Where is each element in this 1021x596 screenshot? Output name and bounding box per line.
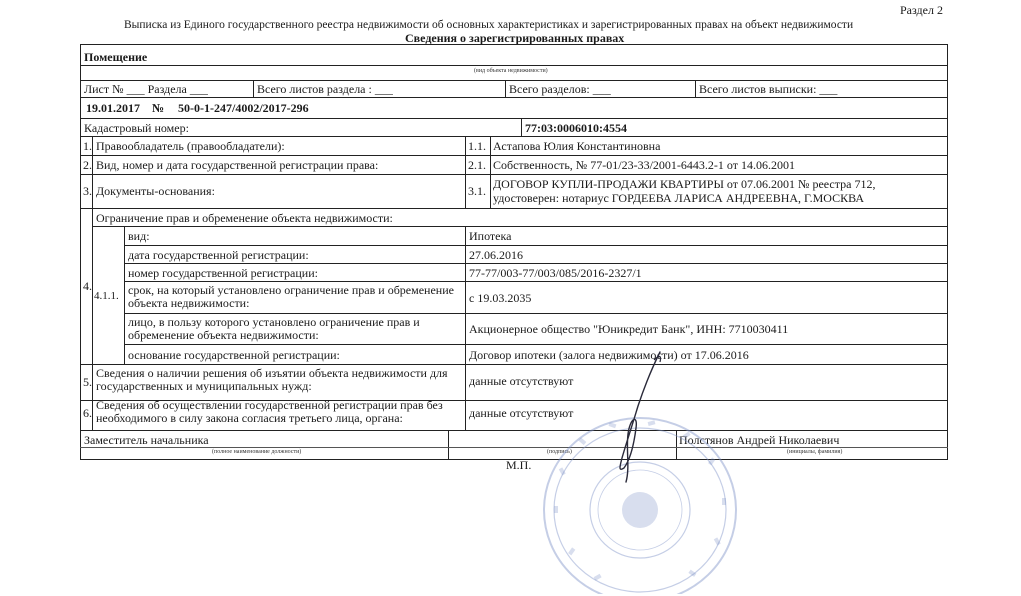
row3-sub: 3.1. (468, 184, 486, 198)
document-title: Выписка из Единого государственного реестра недвижимости об основных характеристиках и зарегистрированных правах на объект недвижимости (124, 19, 854, 31)
row1-sub: 1.1. (468, 139, 486, 153)
row5-value: данные отсутствуют (469, 374, 574, 388)
row1-num: 1. (83, 139, 92, 153)
encumbrance-term-label: срок, на который установлено ограничение прав и обременение объекта недвижимости: (128, 283, 454, 310)
name-caption: (инициалы, фамилия) (787, 449, 843, 455)
row5-num: 5. (83, 375, 92, 389)
row2-num: 2. (83, 158, 92, 172)
encumbrance-date-label: дата государственной регистрации: (128, 248, 309, 262)
sheet-number: Лист № ___ Раздела ___ (84, 82, 208, 96)
object-type: Помещение (84, 50, 148, 64)
total-sheets-section: Всего листов раздела : ___ (257, 82, 393, 96)
cadastral-label: Кадастровый номер: (84, 121, 189, 135)
record-date: 19.01.2017 (86, 101, 140, 115)
signatory-position: Заместитель начальника (84, 433, 209, 447)
encumbrance-beneficiary-label: лицо, в пользу которого установлено ограничение прав и обременение объекта недвижимости: (128, 315, 420, 342)
record-number-label: № (152, 101, 165, 115)
signatory-name: Полстянов Андрей Николаевич (679, 433, 840, 447)
signature-caption: (подпись) (547, 449, 572, 455)
total-sheets-extract: Всего листов выписки: ___ (699, 82, 838, 96)
row2-sub: 2.1. (468, 158, 486, 172)
row3-num: 3. (83, 184, 92, 198)
row1-label: Правообладатель (правообладатели): (96, 139, 285, 153)
row4-num: 4. (83, 279, 92, 293)
encumbrance-term-value: с 19.03.2035 (469, 291, 532, 305)
document-subtitle: Сведения о зарегистрированных правах (405, 31, 625, 45)
encumbrance-number-value: 77-77/003-77/003/085/2016-2327/1 (469, 266, 642, 280)
encumbrance-type-value: Ипотека (469, 229, 512, 243)
row2-label: Вид, номер и дата государственной регистрации права: (96, 158, 379, 172)
encumbrance-basis-label: основание государственной регистрации: (128, 348, 340, 362)
row3-value-line2: удостоверен: нотариус ГОРДЕЕВА ЛАРИСА АНДРЕЕВНА, Г.МОСКВА (493, 191, 865, 205)
row3-label: Документы-основания: (96, 184, 215, 198)
row4-label: Ограничение прав и обременение объекта недвижимости: (96, 211, 393, 225)
encumbrance-date-value: 27.06.2016 (469, 248, 523, 262)
encumbrance-number-label: номер государственной регистрации: (128, 266, 318, 280)
encumbrance-basis-value: Договор ипотеки (залога недвижимости) от 17.06.2016 (469, 348, 749, 362)
stamp-label: М.П. (506, 458, 532, 472)
row6-value: данные отсутствуют (469, 406, 574, 420)
position-caption: (полное наименование должности) (212, 449, 302, 455)
row2-value: Собственность, № 77-01/23-33/2001-6443.2-1 от 14.06.2001 (493, 158, 795, 172)
row1-value: Астапова Юлия Константиновна (493, 139, 661, 153)
row6-label: Сведения об осуществлении государственной регистрации прав без необходимого в силу закона согласия третьего лица, органа: (96, 398, 443, 425)
cadastral-value: 77:03:0006010:4554 (525, 121, 627, 135)
total-sections: Всего разделов: ___ (509, 82, 611, 96)
handwritten-signature-icon (600, 348, 680, 488)
row3-value-line1: ДОГОВОР КУПЛИ-ПРОДАЖИ КВАРТИРЫ от 07.06.2001 № реестра 712, (493, 177, 876, 191)
row6-num: 6. (83, 406, 92, 420)
record-number: 50-0-1-247/4002/2017-296 (178, 101, 309, 115)
object-type-caption: (вид объекта недвижимости) (474, 68, 548, 74)
section-label: Раздел 2 (900, 3, 943, 17)
row5-label: Сведения о наличии решения об изъятии объекта недвижимости для государственных и муниципальных нужд: (96, 366, 448, 393)
row4-sub: 4.1.1. (94, 290, 119, 302)
encumbrance-type-label: вид: (128, 229, 150, 243)
encumbrance-beneficiary-value: Акционерное общество "Юникредит Банк", ИНН: 7710030411 (469, 322, 789, 336)
